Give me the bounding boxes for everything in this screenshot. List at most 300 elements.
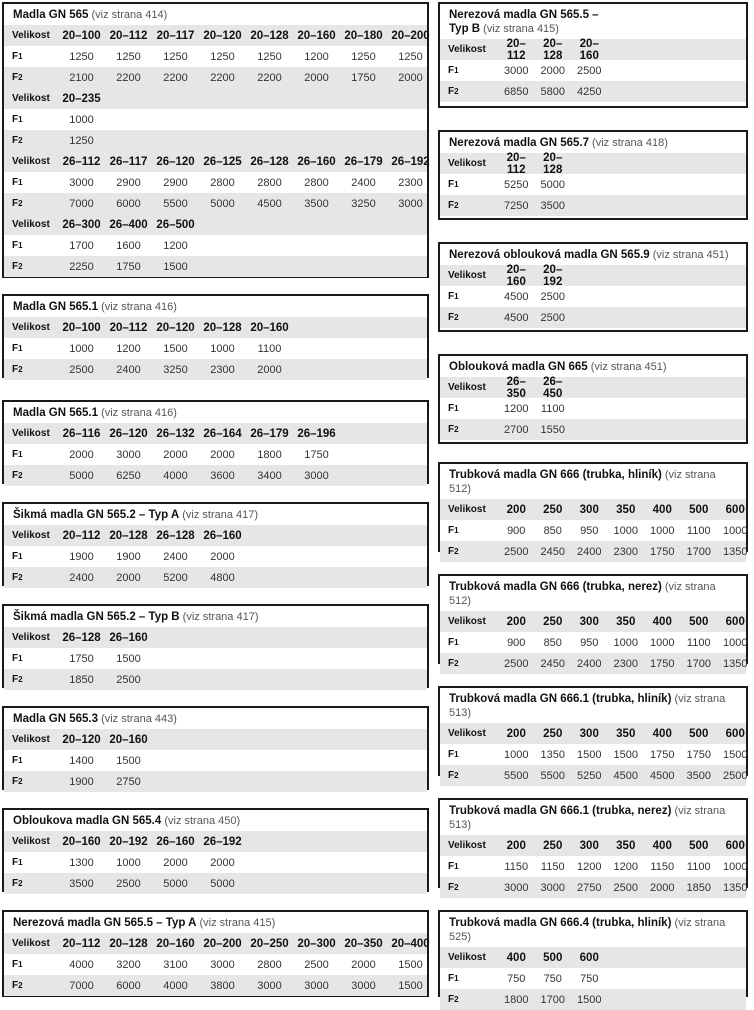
table-title-text: Nerezová madla GN 565.5 –	[449, 9, 599, 21]
row-label-subscript: 2	[454, 659, 459, 668]
force-value: 1500	[398, 979, 423, 992]
size-value: 400	[506, 951, 526, 964]
size-value: 26–128	[250, 155, 289, 168]
row-label: F1	[12, 551, 23, 562]
force-value: 2750	[577, 881, 602, 894]
row-label: F1	[448, 749, 459, 760]
force-value: 1000	[650, 524, 675, 537]
size-value: 20–112	[109, 29, 148, 42]
force-value: 2500	[116, 673, 141, 686]
page-reference: (viz strana 415)	[480, 23, 559, 35]
row-label-subscript: 1	[18, 756, 23, 765]
row-label: F1	[12, 114, 23, 125]
size-value: 26–300	[62, 218, 101, 231]
size-value: 20–112	[506, 151, 526, 176]
force-value: 2500	[504, 657, 529, 670]
table-title-text: Obloukova madla GN 565.4	[13, 815, 162, 827]
table-title-text: Trubková madla GN 666 (trubka, hliník)	[449, 469, 662, 481]
row-label: F2	[448, 882, 459, 893]
row-label: Velikost	[448, 616, 486, 627]
row-label: Velikost	[448, 158, 486, 169]
force-value: 1700	[69, 239, 94, 252]
size-row	[440, 153, 746, 174]
force-value: 1500	[116, 652, 141, 665]
force-value: 1850	[686, 881, 711, 894]
force-value: 2450	[540, 657, 565, 670]
force-value: 2000	[210, 550, 235, 563]
force-value: 2500	[69, 363, 94, 376]
force-value: 1750	[69, 652, 94, 665]
size-value: 20–120	[62, 733, 101, 746]
force-value: 1100	[257, 342, 282, 355]
size-value: 600	[725, 503, 745, 516]
force-value: 2300	[398, 176, 423, 189]
row-label: F1	[448, 525, 459, 536]
page-reference: (viz strana 417)	[179, 611, 259, 623]
table-title-text: Šikmá madla GN 565.2 – Typ B	[13, 611, 180, 623]
size-row	[440, 947, 746, 968]
force-value: 1350	[723, 545, 748, 558]
size-value: 26–164	[203, 427, 242, 440]
force2-row	[4, 567, 427, 588]
force-value: 1900	[69, 550, 94, 563]
force2-row	[4, 771, 427, 792]
row-label: Velikost	[448, 382, 486, 393]
table-title-text: Nerezová oblouková madla GN 565.9	[449, 249, 650, 261]
force-value: 2000	[210, 448, 235, 461]
size-value: 20–350	[344, 937, 383, 950]
force-value: 1350	[723, 881, 748, 894]
row-label-subscript: 2	[454, 201, 459, 210]
row-label: F1	[448, 291, 459, 302]
size-value: 200	[506, 503, 526, 516]
size-row	[440, 723, 746, 744]
table-box	[438, 686, 748, 782]
row-label: F2	[12, 572, 23, 583]
size-value: 600	[725, 839, 745, 852]
force2-row	[4, 975, 427, 996]
row-label-subscript: 2	[18, 573, 23, 582]
page-reference: (viz strana 416)	[98, 301, 177, 313]
size-value: 350	[616, 727, 636, 740]
force-value: 3800	[210, 979, 235, 992]
force-value: 1500	[577, 748, 602, 761]
force-value: 1350	[540, 748, 565, 761]
force-value: 1500	[577, 993, 602, 1006]
size-value: 20–160	[156, 937, 195, 950]
size-value: 20–160	[579, 37, 599, 62]
page-reference: (viz strana 512)	[449, 581, 716, 607]
page-reference: (viz strana 513)	[449, 805, 726, 831]
table-title	[440, 912, 746, 947]
force-value: 4000	[163, 469, 188, 482]
force-value: 1250	[398, 50, 423, 63]
size-value: 26–120	[156, 155, 195, 168]
row-label-subscript: 1	[454, 180, 459, 189]
force-value: 3600	[210, 469, 235, 482]
force-value: 5000	[69, 469, 94, 482]
force-value: 3000	[351, 979, 376, 992]
force2-row	[4, 130, 427, 151]
row-label: F1	[12, 653, 23, 664]
force-value: 2500	[304, 958, 329, 971]
size-value: 20–160	[506, 263, 526, 288]
row-label: Velikost	[12, 428, 50, 439]
table-box	[438, 574, 748, 670]
row-label: Velikost	[448, 840, 486, 851]
row-label-subscript: 2	[18, 981, 23, 990]
force2-row	[440, 307, 746, 328]
row-label: Velikost	[12, 938, 50, 949]
size-value: 26–192	[203, 835, 242, 848]
force-value: 900	[507, 524, 526, 537]
force-value: 4000	[163, 979, 188, 992]
row-label: F2	[12, 470, 23, 481]
row-label: F1	[448, 179, 459, 190]
force-value: 3000	[69, 176, 94, 189]
force-value: 4500	[504, 290, 529, 303]
size-row	[4, 25, 430, 46]
size-value: 500	[689, 727, 709, 740]
size-value: 20–112	[62, 937, 101, 950]
force-value: 1900	[116, 550, 141, 563]
force-value: 6000	[116, 197, 141, 210]
force-value: 5500	[504, 769, 529, 782]
table-box	[438, 462, 748, 558]
force-value: 2000	[163, 856, 188, 869]
size-row	[4, 151, 430, 172]
size-value: 350	[616, 615, 636, 628]
force1-row	[440, 286, 746, 307]
row-label-subscript: 1	[18, 115, 23, 124]
table-title	[440, 132, 746, 153]
force-value: 1100	[686, 860, 711, 873]
size-value: 200	[506, 727, 526, 740]
force-value: 6250	[116, 469, 141, 482]
force2-row	[4, 256, 427, 277]
table-box	[438, 242, 748, 332]
force2-row	[4, 465, 427, 486]
row-label: F1	[12, 449, 23, 460]
row-label: F2	[12, 198, 23, 209]
force-value: 1000	[723, 860, 748, 873]
force-value: 1250	[351, 50, 376, 63]
force-value: 2800	[304, 176, 329, 189]
row-label: F2	[12, 878, 23, 889]
size-value: 600	[579, 951, 599, 964]
force-value: 5500	[540, 769, 565, 782]
table-title	[440, 800, 746, 835]
force-value: 1200	[304, 50, 329, 63]
row-label: F1	[12, 177, 23, 188]
force-value: 3000	[540, 881, 565, 894]
force-value: 750	[507, 972, 526, 985]
force-value: 3000	[504, 881, 529, 894]
force-value: 4000	[69, 958, 94, 971]
table-title-text: Trubková madla GN 666.1 (trubka, nerez)	[449, 805, 672, 817]
force-value: 1500	[163, 342, 188, 355]
force-value: 2400	[163, 550, 188, 563]
row-label: Velikost	[448, 504, 486, 515]
row-label: F2	[12, 364, 23, 375]
size-value: 20–128	[543, 151, 563, 176]
force-value: 1200	[504, 402, 529, 415]
force1-row	[4, 750, 427, 771]
size-value: 20–100	[62, 29, 101, 42]
force-value: 3000	[210, 958, 235, 971]
force-value: 1500	[723, 748, 748, 761]
size-value: 400	[652, 615, 672, 628]
force-value: 4500	[504, 311, 529, 324]
force2-row	[4, 669, 427, 690]
size-value: 20–112	[109, 321, 148, 334]
force-value: 1000	[723, 636, 748, 649]
row-label-subscript: 2	[18, 136, 23, 145]
force-value: 750	[543, 972, 562, 985]
table-title-text: Nerezová madla GN 565.5 – Typ A	[13, 917, 197, 929]
size-value: 20–128	[250, 29, 289, 42]
force-value: 2400	[577, 657, 602, 670]
size-row	[440, 265, 746, 286]
row-label: F1	[12, 343, 23, 354]
row-label: F2	[12, 261, 23, 272]
force1-row	[4, 852, 427, 873]
force-value: 1750	[686, 748, 711, 761]
force-value: 1100	[686, 524, 711, 537]
size-value: 20–120	[156, 321, 195, 334]
size-row	[440, 835, 746, 856]
row-label: F1	[12, 240, 23, 251]
force2-row	[440, 765, 746, 786]
row-label-subscript: 1	[18, 450, 23, 459]
row-label-subscript: 1	[454, 750, 459, 759]
force-value: 2000	[398, 71, 423, 84]
size-value: 26–179	[344, 155, 383, 168]
row-label: F2	[448, 546, 459, 557]
size-value: 400	[652, 727, 672, 740]
table-title	[4, 810, 427, 831]
size-value: 20–250	[250, 937, 289, 950]
row-label-subscript: 1	[18, 178, 23, 187]
force-value: 3000	[257, 979, 282, 992]
force-value: 3000	[304, 469, 329, 482]
size-row	[4, 525, 427, 546]
row-label: Velikost	[12, 93, 50, 104]
table-title-text: Madla GN 565.1	[13, 407, 99, 419]
size-row	[4, 831, 427, 852]
force-value: 950	[580, 636, 599, 649]
force1-row	[440, 744, 746, 765]
row-label: F2	[12, 776, 23, 787]
force1-row	[4, 172, 427, 193]
force2-row	[440, 541, 746, 562]
force-value: 5000	[163, 877, 188, 890]
table-title	[440, 576, 746, 611]
size-row	[4, 933, 430, 954]
force1-row	[440, 968, 746, 989]
page-reference: (viz strana 414)	[88, 9, 168, 21]
force1-row	[4, 46, 427, 67]
force-value: 1750	[116, 260, 141, 273]
force-value: 3250	[163, 363, 188, 376]
force-value: 1000	[116, 856, 141, 869]
table-box	[2, 294, 429, 378]
force1-row	[4, 546, 427, 567]
force-value: 1100	[540, 402, 565, 415]
force-value: 1200	[163, 239, 188, 252]
force-value: 1750	[650, 748, 675, 761]
force-value: 7000	[69, 197, 94, 210]
force-value: 1100	[686, 636, 711, 649]
force-value: 5250	[504, 178, 529, 191]
row-label-subscript: 2	[18, 199, 23, 208]
force-value: 1000	[723, 524, 748, 537]
size-value: 20–160	[109, 733, 148, 746]
table-box	[2, 706, 429, 790]
force1-row	[4, 235, 427, 256]
force-value: 1350	[723, 657, 748, 670]
size-value: 26–128	[62, 631, 101, 644]
force-value: 750	[580, 972, 599, 985]
row-label-subscript: 1	[18, 241, 23, 250]
size-value: 20–112	[506, 37, 526, 62]
size-row	[440, 39, 746, 60]
row-label-subscript: 1	[18, 552, 23, 561]
force-value: 1550	[540, 423, 565, 436]
force-value: 2800	[257, 176, 282, 189]
size-value: 20–400	[391, 937, 430, 950]
size-value: 26–179	[250, 427, 289, 440]
row-label: F1	[448, 861, 459, 872]
size-value: 20–200	[203, 937, 242, 950]
force-value: 5000	[210, 197, 235, 210]
table-box	[2, 502, 429, 586]
force-value: 2000	[210, 856, 235, 869]
force-value: 1750	[304, 448, 329, 461]
size-value: 300	[579, 839, 599, 852]
row-label-subscript: 2	[454, 771, 459, 780]
page-reference: (viz strana 443)	[98, 713, 177, 725]
row-label: F2	[448, 424, 459, 435]
size-value: 500	[689, 615, 709, 628]
table-title	[4, 4, 427, 25]
force-value: 6000	[116, 979, 141, 992]
force-value: 5000	[210, 877, 235, 890]
force-value: 2500	[577, 64, 602, 77]
force-value: 2500	[613, 881, 638, 894]
row-label: Velikost	[12, 30, 50, 41]
page-reference: (viz strana 513)	[449, 693, 726, 719]
force-value: 2500	[504, 545, 529, 558]
force-value: 4500	[613, 769, 638, 782]
force-value: 1500	[398, 958, 423, 971]
page-reference: (viz strana 512)	[449, 469, 716, 495]
force-value: 2000	[650, 881, 675, 894]
size-value: 26–450	[543, 375, 563, 400]
row-label: Velikost	[448, 44, 486, 55]
table-title-text: Šikmá madla GN 565.2 – Typ A	[13, 509, 180, 521]
force-value: 3500	[686, 769, 711, 782]
row-label: F1	[448, 65, 459, 76]
table-title-text: Typ B	[449, 23, 481, 35]
size-value: 20–300	[297, 937, 336, 950]
table-title-text: Madla GN 565.3	[13, 713, 99, 725]
size-value: 500	[689, 839, 709, 852]
force-value: 1800	[504, 993, 529, 1006]
table-title	[4, 708, 427, 729]
force2-row	[440, 989, 746, 1010]
table-box	[2, 400, 429, 484]
force-value: 5500	[163, 197, 188, 210]
force-value: 2400	[577, 545, 602, 558]
force-value: 3250	[351, 197, 376, 210]
size-value: 26–192	[391, 155, 430, 168]
size-value: 26–125	[203, 155, 242, 168]
size-value: 20–117	[156, 29, 195, 42]
force-value: 2500	[540, 311, 565, 324]
force-value: 4500	[257, 197, 282, 210]
force-value: 2000	[69, 448, 94, 461]
size-value: 20–120	[203, 29, 242, 42]
size-value: 26–120	[109, 427, 148, 440]
size-value: 20–112	[62, 529, 101, 542]
row-label-subscript: 2	[18, 73, 23, 82]
force-value: 1750	[351, 71, 376, 84]
size-value: 26–500	[156, 218, 195, 231]
force-value: 2000	[351, 958, 376, 971]
page-reference: (viz strana 416)	[98, 407, 177, 419]
row-label: Velikost	[12, 156, 50, 167]
force-value: 2500	[540, 290, 565, 303]
table-box	[2, 808, 429, 892]
row-label: F2	[12, 980, 23, 991]
force-value: 3500	[540, 199, 565, 212]
size-value: 26–160	[297, 155, 336, 168]
force-value: 3000	[304, 979, 329, 992]
size-value: 300	[579, 727, 599, 740]
row-label-subscript: 2	[18, 262, 23, 271]
size-row	[4, 729, 427, 750]
force-value: 3000	[504, 64, 529, 77]
table-title	[4, 912, 427, 933]
table-title-text: Madla GN 565.1	[13, 301, 99, 313]
table-box	[2, 2, 429, 278]
force-value: 1300	[69, 856, 94, 869]
row-label-subscript: 1	[18, 52, 23, 61]
force-value: 2500	[723, 769, 748, 782]
size-value: 20–200	[391, 29, 430, 42]
table-title	[4, 606, 427, 627]
row-label: Velikost	[12, 530, 50, 541]
table-box	[2, 910, 429, 997]
force2-row	[4, 67, 427, 88]
force-value: 2400	[351, 176, 376, 189]
row-label: F2	[12, 674, 23, 685]
row-label: F2	[448, 770, 459, 781]
table-title-text: Trubková madla GN 666.1 (trubka, hliník)	[449, 693, 672, 705]
force-value: 3200	[116, 958, 141, 971]
force-value: 1500	[116, 754, 141, 767]
table-title	[440, 356, 746, 377]
row-label: Velikost	[448, 270, 486, 281]
force-value: 1250	[69, 134, 94, 147]
force-value: 7250	[504, 199, 529, 212]
force-value: 2800	[257, 958, 282, 971]
size-value: 20–128	[109, 529, 148, 542]
force-value: 1150	[650, 860, 675, 873]
row-label-subscript: 2	[454, 995, 459, 1004]
size-value: 350	[616, 839, 636, 852]
